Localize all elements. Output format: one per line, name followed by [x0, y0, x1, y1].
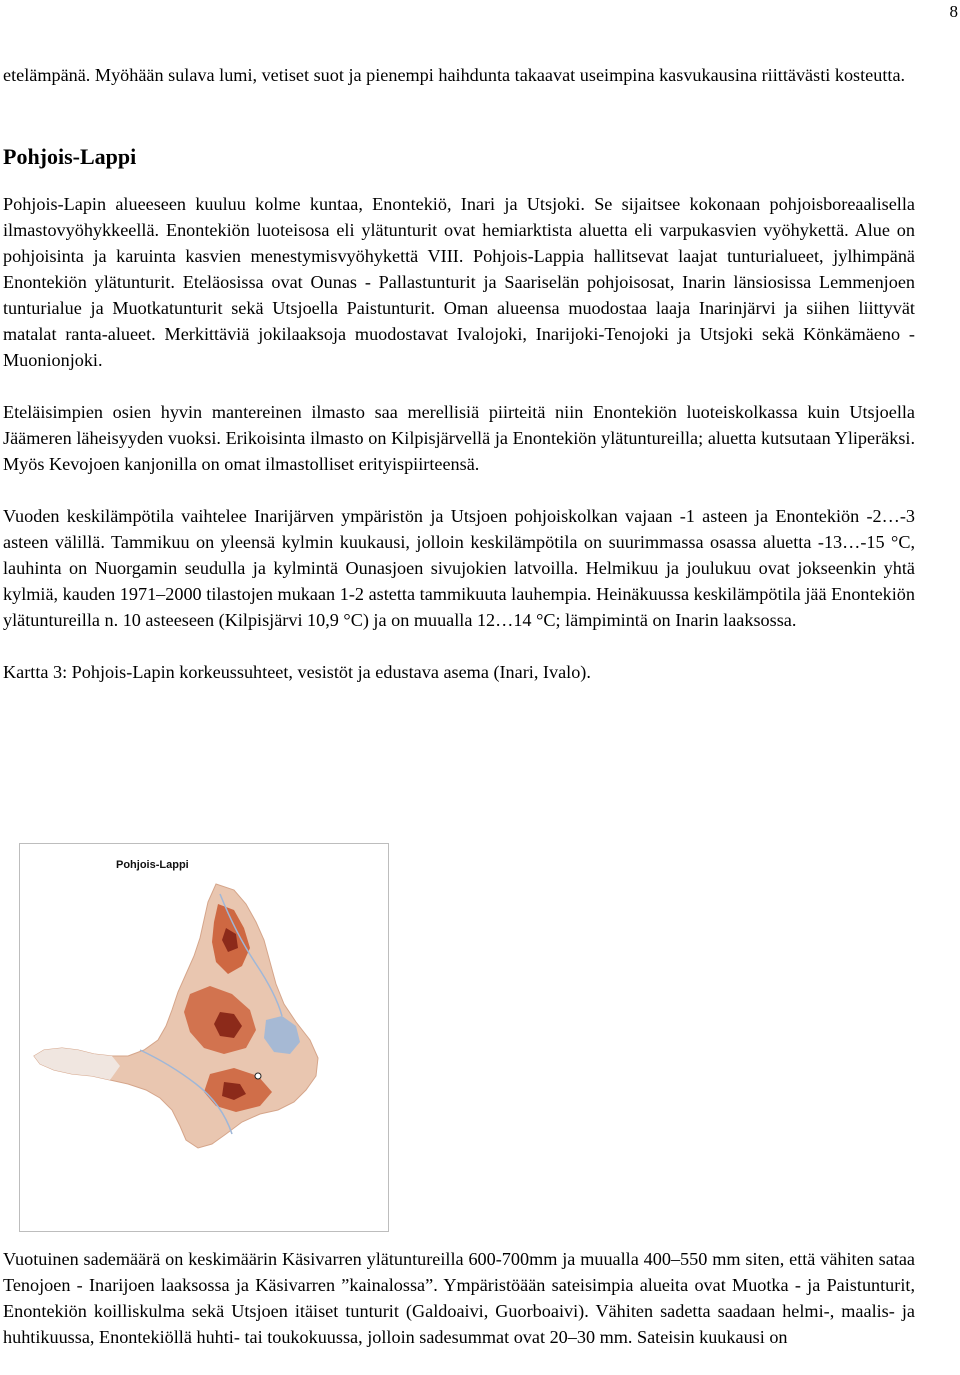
map-figure	[19, 843, 389, 1232]
page-number: 8	[949, 2, 958, 21]
spacer	[3, 477, 915, 503]
relief-map	[20, 844, 388, 1231]
paragraph-intro-continuation: etelämpänä. Myöhään sulava lumi, vetiset suot ja pienempi haihdunta takaavat useimpina kasvukausina riittävästi kosteutta.	[3, 65, 906, 85]
map-caption: Kartta 3: Pohjois-Lapin korkeussuhteet, vesistöt ja edustava asema (Inari, Ivalo).	[3, 662, 591, 682]
paragraph-precipitation: Vuotuinen sademäärä on keskimäärin Käsivarren ylätuntureilla 600-700mm ja muualla 400–550 mm siten, että vähiten sataa Tenojoen - Inarijoen laaksossa ja Käsivarren ”kainalossa”. Ympäristöään sateisimpia alueita ovat Muotka - ja Paistunturit, Enontekiön koilliskulma sekä Utsjoen itäiset tunturit (Galdoaivi, Guorboaivi). Vähiten sadetta saadaan helmi-, maalis- ja huhtikuussa, Enontekiöllä huhti- tai toukokuussa, jolloin sadesummat ovat 20–30 mm. Sateisin kuukausi on	[3, 1249, 915, 1347]
paragraph-region-description: Pohjois-Lapin alueeseen kuuluu kolme kuntaa, Enontekiö, Inari ja Utsjoki. Se sijaitsee kokonaan pohjoisboreaalisella ilmastovyöhykkeellä. Enontekiön luoteisosa eli ylätunturit ovat hemiarktista aluetta eli varpukasvien vyöhykettä. Alue on pohjoisinta ja karuinta kasvien menestymisvyöhykettä VIII. Pohjois-Lappia hallitsevat laajat tunturialueet, jylhimpänä Enontekiön ylätunturit. Eteläosissa ovat Ounas - Pallastunturit ja Saariselän pohjoisosat, Inarin länsiosissa Lemmenjoen tunturialue ja Muotkatunturit sekä Utsjoella Paistunturit. Oman alueensa muodostaa laaja Inarinjärvi ja siihen liittyvät matalat ranta-alueet. Merkittäviä jokilaaksoja muodostavat Ivalojoki, Inarijoki-Tenojoki ja Utsjoki sekä Könkämäeno - Muonionjoki.	[3, 194, 915, 370]
map-title: Pohjois-Lappi	[116, 859, 189, 871]
spacer	[3, 373, 915, 399]
lowland-area	[34, 1048, 120, 1080]
spacer	[3, 171, 915, 191]
document-body-lower	[3, 1246, 915, 1350]
spacer	[3, 88, 915, 143]
paragraph-climate-features: Eteläisimpien osien hyvin mantereinen ilmasto saa merellisiä piirteitä niin Enontekiön luoteiskolkassa kuin Utsjoella Jäämeren läheisyyden vuoksi. Erikoisinta ilmasto on Kilpisjärvellä ja Enontekiön ylätuntureilla; aluetta kutsutaan Yliperäksi. Myös Kevojoen kanjonilla on omat ilmastolliset erityispiirteensä.	[3, 402, 915, 474]
region-shape	[34, 884, 318, 1148]
paragraph-temperature: Vuoden keskilämpötila vaihtelee Inarijärven ympäristön ja Utsjoen pohjoiskolkan vajaan -1 asteen ja Enontekiön -2…-3 asteen välillä. Tammikuu on yleensä kylmin kuukausi, jolloin keskilämpötila on suurimmassa osassa aluetta -13…-15 °C, lauhinta on Nuorgamin seudulla ja kylmintä Ounasjoen sivujokien latvoilla. Helmikuu ja joulukuu ovat jokseenkin yhtä kylmiä, kauden 1971–2000 tilastojen mukaan 1-2 astetta tammikuuta lauhempia. Heinäkuussa keskilämpötila jää Enontekiön ylätuntureilla n. 10 asteeseen (Kilpisjärvi 10,9 °C) ja on muualla 12…14 °C; lämpimintä on Inarin laaksossa.	[3, 506, 915, 630]
document-body	[3, 62, 915, 685]
station-marker	[255, 1073, 261, 1079]
section-heading: Pohjois-Lappi	[3, 144, 137, 169]
spacer	[3, 633, 915, 659]
